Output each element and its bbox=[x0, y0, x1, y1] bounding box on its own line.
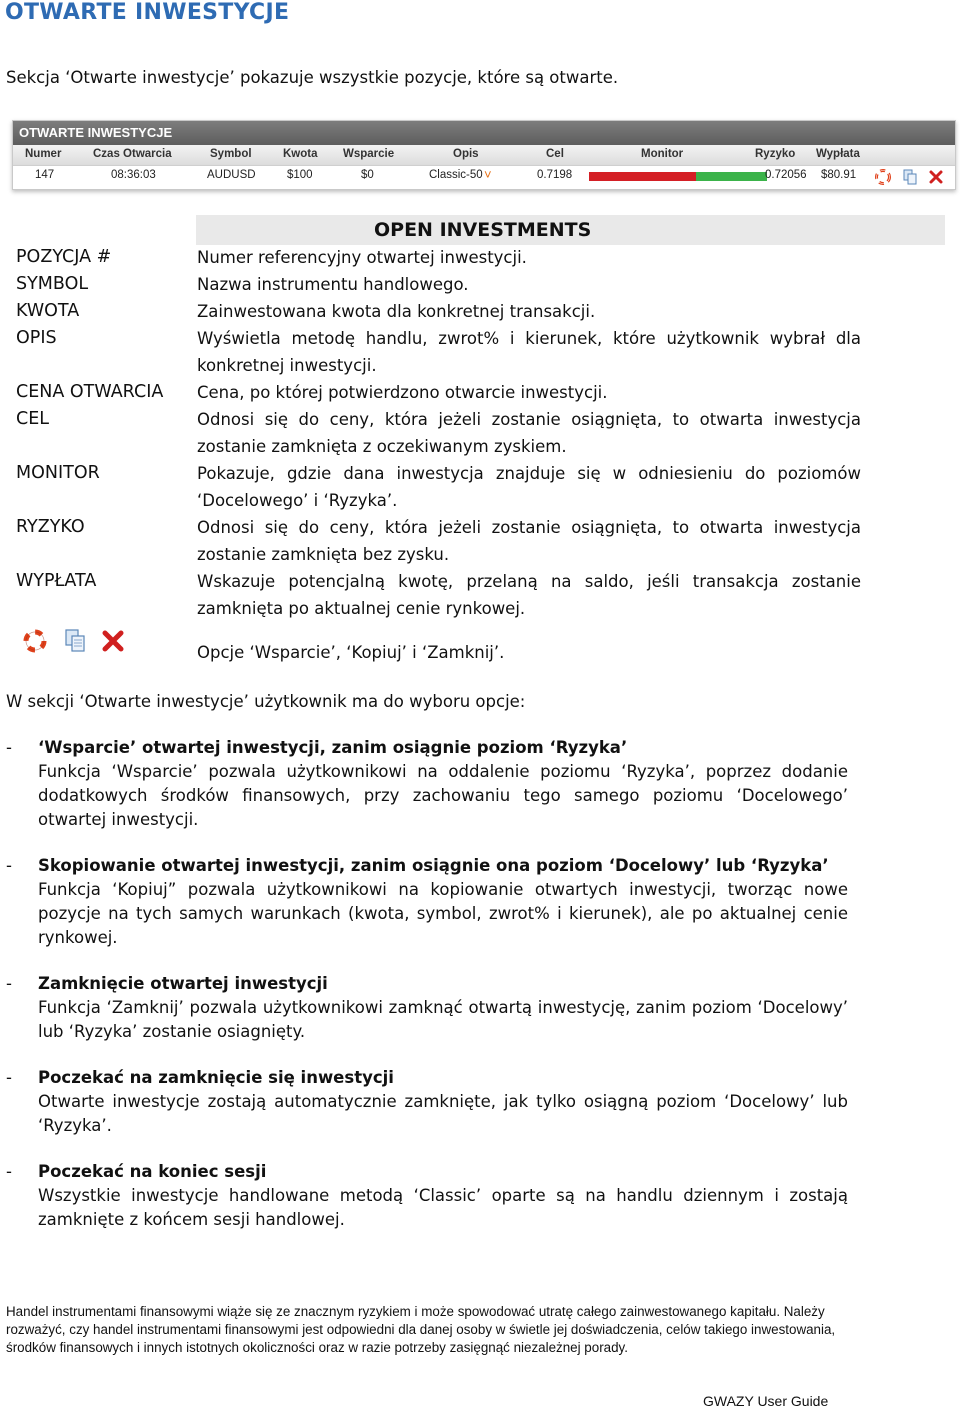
cell-wyplata: $80.91 bbox=[821, 169, 857, 181]
guide-label: GWAZY User Guide bbox=[703, 1393, 829, 1409]
term-opis: OPIS bbox=[16, 328, 57, 348]
definitions-heading: OPEN INVESTMENTS bbox=[196, 215, 945, 245]
monitor-red-segment bbox=[589, 172, 696, 181]
bullet-dash: - bbox=[6, 738, 12, 757]
header-symbol: Symbol bbox=[210, 148, 252, 160]
bullet-title-zamknij: Zamknięcie otwartej inwestycji bbox=[38, 974, 328, 993]
bullet-dash: - bbox=[6, 974, 12, 993]
def-kwota: Zainwestowana kwota dla konkretnej transakcji. bbox=[197, 302, 596, 321]
term-cel: CEL bbox=[16, 409, 50, 429]
def-monitor: Pokazuje, gdzie dana inwestycja znajduje się w odniesieniu do poziomów ‘Docelowego’ i ‘Ryzyka’. bbox=[197, 464, 861, 510]
header-cel: Cel bbox=[546, 148, 564, 160]
page-title: OTWARTE INWESTYCJE bbox=[5, 0, 290, 25]
bullet-title-kopiuj: Skopiowanie otwartej inwestycji, zanim osiągnie ona poziom ‘Docelowy’ lub ‘Ryzyka’ bbox=[38, 856, 829, 875]
bullet-body-koniec-sesji: Wszystkie inwestycje handlowane metodą ‘Classic’ oparte są na handlu dziennym i zostają zamknięte z końcem sesji handlowej. bbox=[38, 1186, 848, 1229]
bullet-dash: - bbox=[6, 1068, 12, 1087]
def-ryzyko: Odnosi się do ceny, która jeżeli zostanie osiągnięta, to otwarta inwestycja zostanie zamknięta bez zysku. bbox=[197, 518, 861, 564]
header-opis: Opis bbox=[453, 148, 479, 160]
close-icon[interactable] bbox=[928, 169, 944, 185]
def-opis: Wyświetla metodę handlu, zwrot% i kierunek, które użytkownik wybrał dla konkretnej inwestycji. bbox=[197, 329, 861, 375]
def-pozycja: Numer referencyjny otwartej inwestycji. bbox=[197, 248, 527, 267]
widget-title: OTWARTE INWESTYCJE bbox=[13, 121, 955, 145]
risk-disclaimer: Handel instrumentami finansowymi wiąże się ze znacznym ryzykiem i może spowodować utratę całego zainwestowanego kapitału. Należy rozważyć, czy handel instrumentami finansowymi jest odpowiedni dla danej osoby w świetle jej doświadczenia, celów takiego inwestowania, środków finansowych i innych istotnych okoliczności oraz w razie potrzeby zasięgnąć niezależnej porady. bbox=[6, 1304, 836, 1355]
monitor-bar bbox=[589, 172, 767, 181]
def-wyplata: Wskazuje potencjalną kwotę, przelaną na saldo, jeśli transakcja zostanie zamknięta po aktualnej cenie rynkowej. bbox=[197, 572, 861, 618]
bullet-body-poczekac-zamkniecie: Otwarte inwestycje zostają automatycznie zamknięte, jak tylko osiągną poziom ‘Docelowy’ lub ‘Ryzyka’. bbox=[38, 1092, 848, 1135]
def-cel: Odnosi się do ceny, która jeżeli zostanie osiągnięta, to otwarta inwestycja zostanie zamknięta z oczekiwanym zyskiem. bbox=[197, 410, 861, 456]
term-pozycja: POZYCJA # bbox=[16, 247, 112, 267]
cell-numer: 147 bbox=[35, 169, 55, 181]
monitor-green-segment bbox=[696, 172, 767, 181]
bullet-dash: - bbox=[6, 856, 12, 875]
header-monitor: Monitor bbox=[641, 148, 684, 160]
term-ryzyko: RYZYKO bbox=[16, 517, 85, 537]
copy-icon[interactable] bbox=[902, 169, 918, 185]
term-wyplata: WYPŁATA bbox=[16, 571, 97, 591]
close-icon[interactable] bbox=[100, 628, 126, 654]
bullet-title-poczekac-zamkniecie: Poczekać na zamknięcie się inwestycji bbox=[38, 1068, 394, 1087]
header-ryzyko: Ryzyko bbox=[755, 148, 796, 160]
direction-down-icon: ˅ bbox=[484, 167, 492, 182]
header-wyplata: Wypłata bbox=[816, 148, 860, 160]
bullet-dash: - bbox=[6, 1162, 12, 1181]
term-symbol: SYMBOL bbox=[16, 274, 89, 294]
lifebuoy-icon[interactable] bbox=[875, 169, 891, 185]
bullet-title-wsparcie: ‘Wsparcie’ otwartej inwestycji, zanim osiągnie poziom ‘Ryzyka’ bbox=[38, 738, 628, 757]
table-row[interactable] bbox=[13, 166, 955, 188]
widget-header-row bbox=[13, 145, 955, 166]
bullet-body-kopiuj: Funkcja ‘Kopiuj” pozwala użytkownikowi na kopiowanie otwartych inwestycji, tworząc nowe pozycje na tych samych warunkach (kwota, symbol, zwrot% i kierunek), ale po aktualnej cenie rynkowej. bbox=[38, 880, 848, 947]
term-cena-otwarcia: CENA OTWARCIA bbox=[16, 382, 164, 402]
options-note: Opcje ‘Wsparcie’, ‘Kopiuj’ i ‘Zamknij’. bbox=[197, 643, 505, 662]
header-wsparcie: Wsparcie bbox=[343, 148, 395, 160]
cell-ryzyko: 0.72056 bbox=[765, 169, 807, 181]
cell-symbol: AUDUSD bbox=[207, 169, 256, 181]
term-kwota: KWOTA bbox=[16, 301, 80, 321]
cell-opis: Classic-50 bbox=[429, 169, 483, 181]
header-numer: Numer bbox=[25, 148, 62, 160]
cell-cel: 0.7198 bbox=[537, 169, 573, 181]
option-icons bbox=[22, 628, 132, 664]
cell-wsparcie: $0 bbox=[361, 169, 374, 181]
options-intro: W sekcji ‘Otwarte inwestycje’ użytkownik ma do wyboru opcje: bbox=[6, 692, 526, 711]
bullet-title-koniec-sesji: Poczekać na koniec sesji bbox=[38, 1162, 267, 1181]
open-investments-widget bbox=[12, 120, 956, 190]
lifebuoy-icon[interactable] bbox=[22, 628, 48, 654]
bullet-body-wsparcie: Funkcja ‘Wsparcie’ pozwala użytkownikowi na oddalenie poziomu ‘Ryzyka’, poprzez dodanie dodatkowych środków finansowych, przy zachowaniu tego samego poziomu ‘Docelowego’ otwartej inwestycji. bbox=[38, 762, 848, 829]
def-cena-otwarcia: Cena, po której potwierdzono otwarcie inwestycji. bbox=[197, 383, 608, 402]
bullet-body-zamknij: Funkcja ‘Zamknij’ pozwala użytkownikowi zamknąć otwartą inwestycję, zanim poziom ‘Docelowy’ lub ‘Ryzyka’ zostanie osiagnięty. bbox=[38, 998, 848, 1041]
copy-icon[interactable] bbox=[62, 628, 88, 654]
intro-text: Sekcja ‘Otwarte inwestycje’ pokazuje wszystkie pozycje, które są otwarte. bbox=[6, 68, 619, 87]
header-kwota: Kwota bbox=[283, 148, 318, 160]
def-symbol: Nazwa instrumentu handlowego. bbox=[197, 275, 469, 294]
cell-kwota: $100 bbox=[287, 169, 313, 181]
term-monitor: MONITOR bbox=[16, 463, 100, 483]
cell-czas: 08:36:03 bbox=[111, 169, 156, 181]
header-czas: Czas Otwarcia bbox=[93, 148, 172, 160]
